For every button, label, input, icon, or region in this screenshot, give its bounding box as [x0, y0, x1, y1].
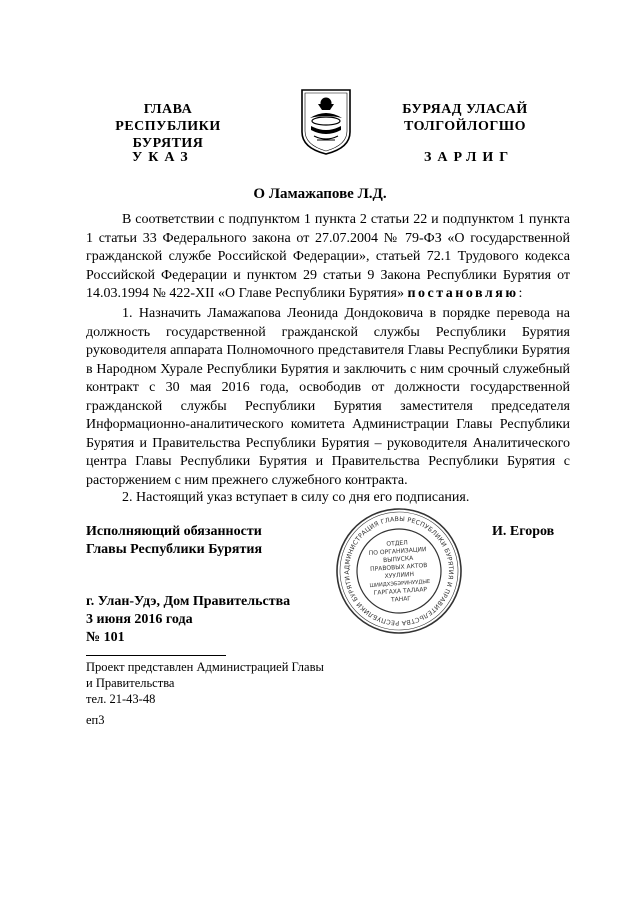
footer-line1: Проект представлен Администрацией Главы — [86, 660, 324, 674]
stamp-line8: ТАНАГ — [390, 595, 412, 604]
issue-date: 3 июня 2016 года — [86, 612, 193, 627]
decree-item-1: 1. Назначить Ламажапова Леонида Дондоковича в порядке перевода на должность государственной гражданской службы Республики Бурятия руководителя аппарата Полномочного представителя Главы Республики Бурятия в Народном Хурале Республики Бурятия и заключить с ним срочный служебный контракт с 30 мая 2016 года, освободив от должности государственной гражданской службы Республики Бурятия заместителя председателя Информационно-аналитического комитета Администрации Главы Республики Бурятия и Правительства Республики Бурятия – руководителя Аналитического центра Главы Республики Бурятия и Правительства Республики Бурятия с расторжением с ним прежнего служебного контракта. — [86, 306, 570, 488]
signatory-position-line1: Исполняющий обязанности — [86, 524, 262, 539]
footer-code: еп3 — [86, 713, 105, 727]
stamp-line6: ШИИДХЭБЭРИНУУДЫЕ — [369, 578, 431, 590]
header-right-line2: ТОЛГОЙЛОГШО — [403, 119, 527, 134]
document-title: О Ламажапове Л.Д. — [253, 186, 387, 202]
stamp-line2: ПО ОРГАНИЗАЦИИ — [368, 546, 427, 558]
place-date-block — [86, 593, 290, 647]
decree-number: № 101 — [86, 630, 125, 645]
footer-note — [86, 659, 324, 707]
stamp-line4: ПРАВОВЫХ АКТОВ — [369, 562, 428, 574]
decree-item-2: 2. Настоящий указ вступает в силу со дня его подписания. — [122, 490, 470, 505]
header-left — [78, 101, 258, 152]
doc-type-right: ЗАРЛИГ — [424, 150, 515, 165]
official-stamp — [329, 505, 464, 636]
footer-line2: и Правительства — [86, 676, 175, 690]
coat-of-arms-emblem — [300, 88, 352, 156]
decree-word: постановляю — [407, 286, 519, 301]
signatory-position — [86, 523, 262, 559]
issue-place: г. Улан-Удэ, Дом Правительства — [86, 594, 291, 609]
stamp-line7: ГАРГАХА ТАЛААР — [373, 586, 428, 597]
stamp-line3: ВЫПУСКА — [382, 554, 414, 565]
stamp-ring-text: АДМИНИСТРАЦИЯ ГЛАВЫ РЕСПУБЛИКИ БУРЯТИЯ И ПРАВИТЕЛЬСТВА РЕСПУБЛИКИ БУРЯТИЯ • БУРЯАД РЕСПУБЛИКЫН ТОЛГОЙЛОГШО • — [329, 505, 455, 627]
signatory-name: И. Егоров — [492, 524, 555, 539]
doc-type-left: УКАЗ — [132, 150, 194, 165]
stamp-line1: ОТДЕЛ — [386, 539, 408, 548]
header-right-line1: БУРЯАД УЛАСАЙ — [402, 102, 528, 117]
header-left-line1: ГЛАВА — [143, 102, 193, 117]
footer-phone: тел. 21-43-48 — [86, 692, 156, 706]
stamp-line5: ХУУЛИИН — [384, 570, 415, 581]
header-right — [390, 101, 540, 135]
preamble-text: В соответствии с подпунктом 1 пункта 2 статьи 22 и подпунктом 1 пункта 1 статьи 33 Федерального закона от 27.07.2004 № 79-ФЗ «О государственной гражданской службе Российской Федерации», статьей 72.1 Трудового кодекса Российской Федерации и пунктом 29 статьи 9 Закона Республики Бурятия от 14.03.1994 № 422-XII «О Главе Республики Бурятия» — [86, 212, 570, 301]
header-left-line2: РЕСПУБЛИКИ БУРЯТИЯ — [115, 119, 221, 151]
decree-colon: : — [518, 286, 523, 301]
preamble-paragraph — [86, 211, 570, 304]
footer-divider — [86, 655, 226, 656]
signatory-position-line2: Главы Республики Бурятия — [86, 542, 263, 557]
